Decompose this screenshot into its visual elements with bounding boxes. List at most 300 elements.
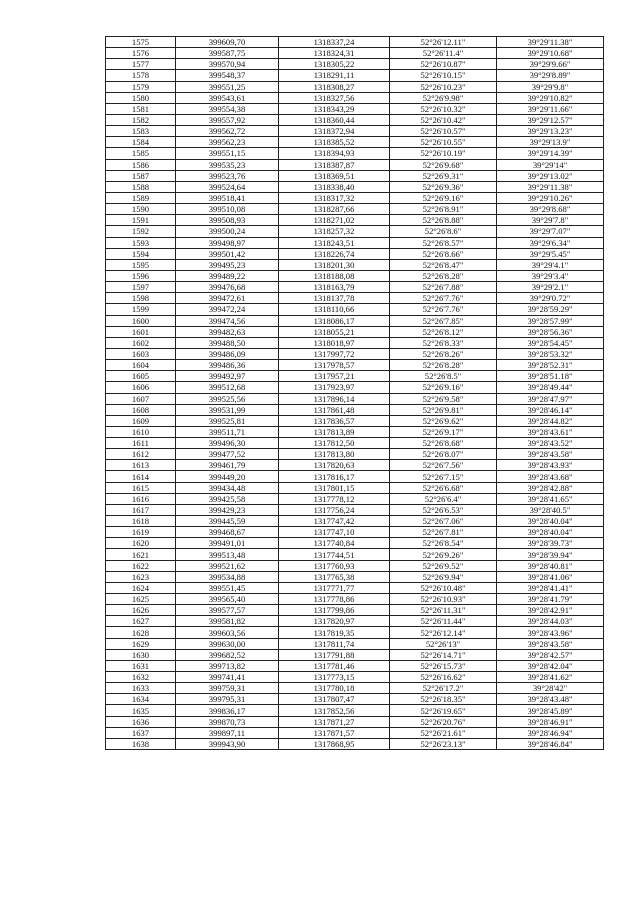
latitude-cell: 52°26'6.68" [390, 482, 497, 493]
longitude-cell: 39°29'9.66" [497, 59, 604, 70]
x-coordinate-cell: 399557,92 [176, 114, 279, 125]
longitude-cell: 39°29'10.68" [497, 48, 604, 59]
table-row [106, 70, 604, 81]
y-coordinate-cell: 1317836,57 [279, 415, 390, 426]
table-row [106, 493, 604, 504]
latitude-cell: 52°26'15.73" [390, 660, 497, 671]
y-coordinate-cell: 1318055,21 [279, 326, 390, 337]
y-coordinate-cell: 1317781,46 [279, 660, 390, 671]
latitude-cell: 52°26'8.68" [390, 438, 497, 449]
table-row [106, 248, 604, 259]
table-row [106, 438, 604, 449]
table-row [106, 348, 604, 359]
longitude-cell: 39°28'41.62" [497, 672, 604, 683]
y-coordinate-cell: 1317811,74 [279, 638, 390, 649]
x-coordinate-cell: 399565,40 [176, 594, 279, 605]
y-coordinate-cell: 1317923,97 [279, 382, 390, 393]
x-coordinate-cell: 399682,52 [176, 649, 279, 660]
point-number-cell: 1633 [106, 683, 176, 694]
x-coordinate-cell: 399482,63 [176, 326, 279, 337]
longitude-cell: 39°28'43.93" [497, 460, 604, 471]
point-number-cell: 1628 [106, 627, 176, 638]
latitude-cell: 52°26'9.52" [390, 560, 497, 571]
longitude-cell: 39°29'7.07" [497, 226, 604, 237]
table-row [106, 571, 604, 582]
table-row [106, 660, 604, 671]
latitude-cell: 52°26'10.93" [390, 594, 497, 605]
y-coordinate-cell: 1317780,18 [279, 683, 390, 694]
table-row [106, 337, 604, 348]
point-number-cell: 1634 [106, 694, 176, 705]
table-row [106, 237, 604, 248]
point-number-cell: 1617 [106, 504, 176, 515]
table-row [106, 215, 604, 226]
longitude-cell: 39°28'46.14" [497, 404, 604, 415]
table-row [106, 393, 604, 404]
coordinates-table [105, 36, 604, 750]
x-coordinate-cell: 399511,71 [176, 426, 279, 437]
y-coordinate-cell: 1318394,93 [279, 148, 390, 159]
x-coordinate-cell: 399510,08 [176, 204, 279, 215]
x-coordinate-cell: 399534,88 [176, 571, 279, 582]
longitude-cell: 39°28'49.44" [497, 382, 604, 393]
table-row [106, 482, 604, 493]
x-coordinate-cell: 399587,75 [176, 48, 279, 59]
latitude-cell: 52°26'9.31" [390, 170, 497, 181]
x-coordinate-cell: 399630,00 [176, 638, 279, 649]
x-coordinate-cell: 399562,72 [176, 126, 279, 137]
table-row [106, 705, 604, 716]
y-coordinate-cell: 1317807,47 [279, 694, 390, 705]
x-coordinate-cell: 399461,79 [176, 460, 279, 471]
table-row [106, 627, 604, 638]
latitude-cell: 52°26'18.35" [390, 694, 497, 705]
point-number-cell: 1576 [106, 48, 176, 59]
table-row [106, 549, 604, 560]
x-coordinate-cell: 399512,68 [176, 382, 279, 393]
x-coordinate-cell: 399496,30 [176, 438, 279, 449]
longitude-cell: 39°28'52.31" [497, 360, 604, 371]
table-row [106, 716, 604, 727]
y-coordinate-cell: 1317957,21 [279, 371, 390, 382]
y-coordinate-cell: 1318308,27 [279, 81, 390, 92]
x-coordinate-cell: 399759,31 [176, 683, 279, 694]
longitude-cell: 39°29'9.8" [497, 81, 604, 92]
longitude-cell: 39°28'44.82" [497, 415, 604, 426]
x-coordinate-cell: 399508,93 [176, 215, 279, 226]
y-coordinate-cell: 1318337,24 [279, 37, 390, 48]
table-row [106, 315, 604, 326]
point-number-cell: 1631 [106, 660, 176, 671]
longitude-cell: 39°28'43.48" [497, 694, 604, 705]
y-coordinate-cell: 1317896,14 [279, 393, 390, 404]
x-coordinate-cell: 399551,25 [176, 81, 279, 92]
y-coordinate-cell: 1318305,22 [279, 59, 390, 70]
longitude-cell: 39°29'5.45" [497, 248, 604, 259]
latitude-cell: 52°26'10.48" [390, 582, 497, 593]
y-coordinate-cell: 1318201,30 [279, 259, 390, 270]
x-coordinate-cell: 399943,90 [176, 738, 279, 749]
point-number-cell: 1596 [106, 270, 176, 281]
table-row [106, 683, 604, 694]
y-coordinate-cell: 1317747,10 [279, 527, 390, 538]
table-row [106, 404, 604, 415]
latitude-cell: 52°26'11.31" [390, 605, 497, 616]
x-coordinate-cell: 399897,11 [176, 727, 279, 738]
longitude-cell: 39°28'56.36" [497, 326, 604, 337]
latitude-cell: 52°26'10.57" [390, 126, 497, 137]
y-coordinate-cell: 1317778,12 [279, 493, 390, 504]
longitude-cell: 39°29'11.38" [497, 181, 604, 192]
latitude-cell: 52°26'8.54" [390, 538, 497, 549]
point-number-cell: 1582 [106, 114, 176, 125]
y-coordinate-cell: 1318188,08 [279, 270, 390, 281]
latitude-cell: 52°26'8.12" [390, 326, 497, 337]
longitude-cell: 39°28'39.94" [497, 549, 604, 560]
y-coordinate-cell: 1318086,17 [279, 315, 390, 326]
longitude-cell: 39°28'54.45" [497, 337, 604, 348]
point-number-cell: 1598 [106, 293, 176, 304]
latitude-cell: 52°26'6.53" [390, 504, 497, 515]
y-coordinate-cell: 1317816,17 [279, 471, 390, 482]
latitude-cell: 52°26'8.88" [390, 215, 497, 226]
table-row [106, 293, 604, 304]
point-number-cell: 1625 [106, 594, 176, 605]
latitude-cell: 52°26'8.66" [390, 248, 497, 259]
table-row [106, 527, 604, 538]
y-coordinate-cell: 1317813,89 [279, 426, 390, 437]
y-coordinate-cell: 1318287,66 [279, 204, 390, 215]
latitude-cell: 52°26'9.17" [390, 426, 497, 437]
x-coordinate-cell: 399500,24 [176, 226, 279, 237]
point-number-cell: 1632 [106, 672, 176, 683]
y-coordinate-cell: 1318137,78 [279, 293, 390, 304]
point-number-cell: 1620 [106, 538, 176, 549]
y-coordinate-cell: 1317861,48 [279, 404, 390, 415]
latitude-cell: 52°26'7.81" [390, 527, 497, 538]
longitude-cell: 39°28'43.58" [497, 638, 604, 649]
point-number-cell: 1636 [106, 716, 176, 727]
y-coordinate-cell: 1317852,56 [279, 705, 390, 716]
y-coordinate-cell: 1317765,38 [279, 571, 390, 582]
y-coordinate-cell: 1317997,72 [279, 348, 390, 359]
latitude-cell: 52°26'7.76" [390, 304, 497, 315]
x-coordinate-cell: 399609,70 [176, 37, 279, 48]
table-row [106, 382, 604, 393]
y-coordinate-cell: 1317801,15 [279, 482, 390, 493]
y-coordinate-cell: 1318163,79 [279, 282, 390, 293]
table-row [106, 81, 604, 92]
longitude-cell: 39°29'6.34" [497, 237, 604, 248]
longitude-cell: 39°28'40.04" [497, 527, 604, 538]
x-coordinate-cell: 399491,01 [176, 538, 279, 549]
point-number-cell: 1600 [106, 315, 176, 326]
latitude-cell: 52°26'12.14" [390, 627, 497, 638]
longitude-cell: 39°28'46.91" [497, 716, 604, 727]
point-number-cell: 1588 [106, 181, 176, 192]
y-coordinate-cell: 1318338,40 [279, 181, 390, 192]
table-row [106, 727, 604, 738]
y-coordinate-cell: 1318271,02 [279, 215, 390, 226]
latitude-cell: 52°26'10.42" [390, 114, 497, 125]
x-coordinate-cell: 399577,57 [176, 605, 279, 616]
longitude-cell: 39°29'8.89" [497, 70, 604, 81]
point-number-cell: 1623 [106, 571, 176, 582]
x-coordinate-cell: 399513,48 [176, 549, 279, 560]
longitude-cell: 39°28'42.88" [497, 482, 604, 493]
latitude-cell: 52°26'8.26" [390, 348, 497, 359]
table-row [106, 92, 604, 103]
x-coordinate-cell: 399548,37 [176, 70, 279, 81]
x-coordinate-cell: 399543,61 [176, 92, 279, 103]
x-coordinate-cell: 399713,82 [176, 660, 279, 671]
x-coordinate-cell: 399468,67 [176, 527, 279, 538]
table-row [106, 672, 604, 683]
latitude-cell: 52°26'10.19" [390, 148, 497, 159]
latitude-cell: 52°26'8.6" [390, 226, 497, 237]
x-coordinate-cell: 399581,82 [176, 616, 279, 627]
table-row [106, 371, 604, 382]
longitude-cell: 39°29'11.66" [497, 103, 604, 114]
latitude-cell: 52°26'11.44" [390, 616, 497, 627]
y-coordinate-cell: 1318324,31 [279, 48, 390, 59]
x-coordinate-cell: 399741,41 [176, 672, 279, 683]
point-number-cell: 1614 [106, 471, 176, 482]
longitude-cell: 39°28'41.41" [497, 582, 604, 593]
latitude-cell: 52°26'10.55" [390, 137, 497, 148]
point-number-cell: 1621 [106, 549, 176, 560]
coordinates-table-body [106, 37, 604, 750]
x-coordinate-cell: 399870,73 [176, 716, 279, 727]
longitude-cell: 39°28'43.52" [497, 438, 604, 449]
longitude-cell: 39°29'4.1" [497, 259, 604, 270]
longitude-cell: 39°28'39.73" [497, 538, 604, 549]
y-coordinate-cell: 1317812,50 [279, 438, 390, 449]
point-number-cell: 1584 [106, 137, 176, 148]
latitude-cell: 52°26'23.13" [390, 738, 497, 749]
latitude-cell: 52°26'9.16" [390, 382, 497, 393]
table-row [106, 426, 604, 437]
y-coordinate-cell: 1317819,35 [279, 627, 390, 638]
y-coordinate-cell: 1317820,63 [279, 460, 390, 471]
point-number-cell: 1594 [106, 248, 176, 259]
longitude-cell: 39°28'46.84" [497, 738, 604, 749]
table-row [106, 192, 604, 203]
latitude-cell: 52°26'7.56" [390, 460, 497, 471]
x-coordinate-cell: 399551,15 [176, 148, 279, 159]
latitude-cell: 52°26'9.68" [390, 159, 497, 170]
point-number-cell: 1613 [106, 460, 176, 471]
y-coordinate-cell: 1317740,84 [279, 538, 390, 549]
latitude-cell: 52°26'9.26" [390, 549, 497, 560]
x-coordinate-cell: 399489,22 [176, 270, 279, 281]
longitude-cell: 39°28'42.91" [497, 605, 604, 616]
latitude-cell: 52°26'8.28" [390, 270, 497, 281]
y-coordinate-cell: 1318369,51 [279, 170, 390, 181]
x-coordinate-cell: 399425,58 [176, 493, 279, 504]
point-number-cell: 1585 [106, 148, 176, 159]
table-row [106, 415, 604, 426]
x-coordinate-cell: 399525,56 [176, 393, 279, 404]
x-coordinate-cell: 399429,23 [176, 504, 279, 515]
y-coordinate-cell: 1318257,32 [279, 226, 390, 237]
longitude-cell: 39°28'40.5" [497, 504, 604, 515]
longitude-cell: 39°28'51.18" [497, 371, 604, 382]
table-row [106, 259, 604, 270]
latitude-cell: 52°26'8.07" [390, 449, 497, 460]
longitude-cell: 39°29'3.4" [497, 270, 604, 281]
point-number-cell: 1629 [106, 638, 176, 649]
point-number-cell: 1616 [106, 493, 176, 504]
x-coordinate-cell: 399523,76 [176, 170, 279, 181]
longitude-cell: 39°28'41.06" [497, 571, 604, 582]
point-number-cell: 1587 [106, 170, 176, 181]
longitude-cell: 39°29'8.68" [497, 204, 604, 215]
table-row [106, 270, 604, 281]
point-number-cell: 1606 [106, 382, 176, 393]
table-row [106, 103, 604, 114]
point-number-cell: 1609 [106, 415, 176, 426]
latitude-cell: 52°26'9.36" [390, 181, 497, 192]
point-number-cell: 1595 [106, 259, 176, 270]
table-row [106, 460, 604, 471]
latitude-cell: 52°26'16.62" [390, 672, 497, 683]
point-number-cell: 1615 [106, 482, 176, 493]
table-row [106, 204, 604, 215]
longitude-cell: 39°28'41.65" [497, 493, 604, 504]
table-row [106, 649, 604, 660]
y-coordinate-cell: 1317820,97 [279, 616, 390, 627]
point-number-cell: 1579 [106, 81, 176, 92]
point-number-cell: 1638 [106, 738, 176, 749]
y-coordinate-cell: 1317978,57 [279, 360, 390, 371]
y-coordinate-cell: 1317799,86 [279, 605, 390, 616]
point-number-cell: 1624 [106, 582, 176, 593]
longitude-cell: 39°28'43.58" [497, 449, 604, 460]
table-row [106, 148, 604, 159]
longitude-cell: 39°28'43.96" [497, 627, 604, 638]
point-number-cell: 1575 [106, 37, 176, 48]
latitude-cell: 52°26'6.4" [390, 493, 497, 504]
latitude-cell: 52°26'8.28" [390, 360, 497, 371]
table-row [106, 504, 604, 515]
latitude-cell: 52°26'10.23" [390, 81, 497, 92]
y-coordinate-cell: 1318387,87 [279, 159, 390, 170]
point-number-cell: 1604 [106, 360, 176, 371]
longitude-cell: 39°28'40.04" [497, 516, 604, 527]
x-coordinate-cell: 399488,50 [176, 337, 279, 348]
latitude-cell: 52°26'9.81" [390, 404, 497, 415]
point-number-cell: 1591 [106, 215, 176, 226]
table-row [106, 170, 604, 181]
y-coordinate-cell: 1318327,56 [279, 92, 390, 103]
x-coordinate-cell: 399472,24 [176, 304, 279, 315]
point-number-cell: 1612 [106, 449, 176, 460]
table-row [106, 181, 604, 192]
latitude-cell: 52°26'8.33" [390, 337, 497, 348]
x-coordinate-cell: 399498,97 [176, 237, 279, 248]
longitude-cell: 39°29'14.39" [497, 148, 604, 159]
x-coordinate-cell: 399449,20 [176, 471, 279, 482]
x-coordinate-cell: 399486,36 [176, 360, 279, 371]
x-coordinate-cell: 399535,23 [176, 159, 279, 170]
longitude-cell: 39°29'0.72" [497, 293, 604, 304]
table-row [106, 516, 604, 527]
point-number-cell: 1593 [106, 237, 176, 248]
x-coordinate-cell: 399551,45 [176, 582, 279, 593]
point-number-cell: 1592 [106, 226, 176, 237]
y-coordinate-cell: 1318372,94 [279, 126, 390, 137]
table-row [106, 638, 604, 649]
longitude-cell: 39°28'42" [497, 683, 604, 694]
point-number-cell: 1611 [106, 438, 176, 449]
table-row [106, 449, 604, 460]
latitude-cell: 52°26'21.61" [390, 727, 497, 738]
latitude-cell: 52°26'7.88" [390, 282, 497, 293]
y-coordinate-cell: 1318018,97 [279, 337, 390, 348]
x-coordinate-cell: 399521,62 [176, 560, 279, 571]
latitude-cell: 52°26'9.98" [390, 92, 497, 103]
table-row [106, 137, 604, 148]
x-coordinate-cell: 399501,42 [176, 248, 279, 259]
longitude-cell: 39°28'44.03" [497, 616, 604, 627]
point-number-cell: 1637 [106, 727, 176, 738]
latitude-cell: 52°26'7.15" [390, 471, 497, 482]
latitude-cell: 52°26'12.11" [390, 37, 497, 48]
y-coordinate-cell: 1317771,77 [279, 582, 390, 593]
y-coordinate-cell: 1317813,80 [279, 449, 390, 460]
y-coordinate-cell: 1318360,44 [279, 114, 390, 125]
point-number-cell: 1577 [106, 59, 176, 70]
latitude-cell: 52°26'10.32" [390, 103, 497, 114]
point-number-cell: 1590 [106, 204, 176, 215]
table-row [106, 738, 604, 749]
x-coordinate-cell: 399445,59 [176, 516, 279, 527]
latitude-cell: 52°26'11.4" [390, 48, 497, 59]
longitude-cell: 39°28'46.94" [497, 727, 604, 738]
longitude-cell: 39°28'40.81" [497, 560, 604, 571]
latitude-cell: 52°26'13" [390, 638, 497, 649]
longitude-cell: 39°29'11.38" [497, 37, 604, 48]
latitude-cell: 52°26'8.5" [390, 371, 497, 382]
longitude-cell: 39°29'10.82" [497, 92, 604, 103]
point-number-cell: 1580 [106, 92, 176, 103]
x-coordinate-cell: 399795,31 [176, 694, 279, 705]
longitude-cell: 39°29'14" [497, 159, 604, 170]
point-number-cell: 1607 [106, 393, 176, 404]
x-coordinate-cell: 399524,64 [176, 181, 279, 192]
table-row [106, 304, 604, 315]
x-coordinate-cell: 399492,97 [176, 371, 279, 382]
x-coordinate-cell: 399495,23 [176, 259, 279, 270]
latitude-cell: 52°26'8.47" [390, 259, 497, 270]
point-number-cell: 1608 [106, 404, 176, 415]
x-coordinate-cell: 399476,68 [176, 282, 279, 293]
x-coordinate-cell: 399531,99 [176, 404, 279, 415]
latitude-cell: 52°26'7.06" [390, 516, 497, 527]
x-coordinate-cell: 399554,38 [176, 103, 279, 114]
point-number-cell: 1626 [106, 605, 176, 616]
y-coordinate-cell: 1317868,95 [279, 738, 390, 749]
point-number-cell: 1581 [106, 103, 176, 114]
point-number-cell: 1578 [106, 70, 176, 81]
y-coordinate-cell: 1318343,29 [279, 103, 390, 114]
x-coordinate-cell: 399525,81 [176, 415, 279, 426]
point-number-cell: 1630 [106, 649, 176, 660]
longitude-cell: 39°29'13.23" [497, 126, 604, 137]
x-coordinate-cell: 399486,09 [176, 348, 279, 359]
y-coordinate-cell: 1318317,32 [279, 192, 390, 203]
